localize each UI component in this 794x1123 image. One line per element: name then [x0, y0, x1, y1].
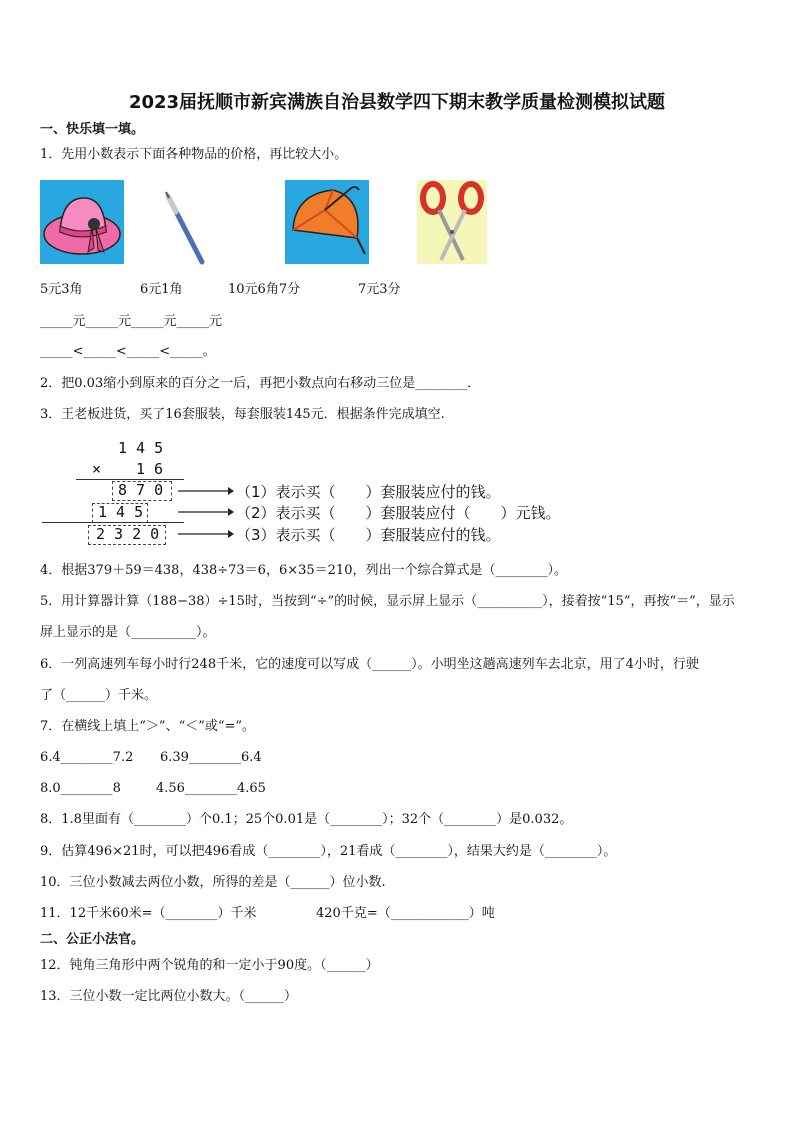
question-9: 9．估算496×21时，可以把496看成（________），21看成（________），结果大约是（________）。 [40, 844, 617, 859]
question-4: 4．根据379＋59＝438，438÷73＝6，6×35＝210，列出一个综合算式是（________）。 [40, 563, 567, 578]
calc-note-2: （2）表示买（ ）套服装应付（ ）元钱。 [236, 504, 561, 522]
fill-yuan-blanks: _____元_____元_____元_____元 [40, 314, 223, 329]
question-7-row-1b: 6.39________6.4 [160, 750, 262, 765]
calc-multiplier: 1 6 [136, 460, 164, 478]
umbrella-icon [285, 180, 369, 264]
question-7: 7．在横线上填上“＞”、“＜”或“=”。 [40, 719, 256, 734]
calc-note-3: （3）表示买（ ）套服装应付的钱。 [236, 526, 501, 544]
calc-rule-1 [76, 479, 184, 480]
price-pen: 6元1角 [140, 282, 183, 297]
calc-multiplicand: 1 4 5 [118, 439, 164, 457]
calc-rule-2 [42, 522, 184, 523]
question-7-row-2b: 4.56________4.65 [156, 781, 266, 796]
question-3: 3．王老板进货，买了16套服装，每套服装145元．根据条件完成填空. [40, 407, 445, 422]
question-1: 1．先用小数表示下面各种物品的价格，再比较大小。 [40, 147, 348, 162]
fill-compare-blanks: _____<_____<_____<_____。 [40, 344, 216, 359]
question-2: 2．把0.03缩小到原来的百分之一后，再把小数点向右移动三位是________． [40, 376, 481, 391]
calc-partial-2: 1 4 5 [98, 503, 144, 521]
question-8: 8．1.8里面有（________）个0.1；25个0.01是（________）；32个（________）是0.032。 [40, 812, 573, 827]
calc-note-1: （1）表示买（ ）套服装应付的钱。 [236, 483, 501, 501]
question-6-line-1: 6．一列高速列车每小时行248千米，它的速度可以写成（______）。小明坐这趟高速列车去北京，用了4小时，行驶 [40, 657, 699, 672]
question-12: 12．钝角三角形中两个锐角的和一定小于90度。（______） [40, 958, 379, 973]
calc-product: 2 3 2 0 [96, 525, 160, 543]
calc-times-sign: × [92, 460, 102, 478]
section-2-heading: 二、公正小法官。 [40, 932, 145, 947]
question-10: 10．三位小数减去两位小数，所得的差是（______）位小数. [40, 875, 386, 890]
pen-icon [160, 190, 210, 268]
calc-arrows [176, 482, 236, 544]
section-1-heading: 一、快乐填一填。 [40, 122, 145, 137]
question-7-row-2a: 8.0________8 [40, 781, 121, 796]
question-7-row-1a: 6.4________7.2 [40, 750, 134, 765]
question-13: 13．三位小数一定比两位小数大。（______） [40, 989, 298, 1004]
price-umbrella: 10元6角7分 [228, 282, 301, 297]
question-11b: 420千克=（____________）吨 [316, 906, 495, 921]
calc-partial-1: 8 7 0 [118, 481, 164, 499]
scissors-icon [417, 180, 487, 264]
price-scissors: 7元3分 [358, 282, 401, 297]
question-5-line-1: 5．用计算器计算（188−38）÷15时，当按到“÷”的时候，显示屏上显示（__________），接着按“15”，再按“＝”，显示 [40, 594, 735, 609]
page-title: 2023届抚顺市新宾满族自治县数学四下期末教学质量检测模拟试题 [128, 92, 666, 113]
question-6-line-2: 了（______）千米。 [40, 688, 158, 703]
question-11a: 11．12千米60米=（________）千米 [40, 906, 257, 921]
question-5-line-2: 屏上显示的是（__________）。 [40, 625, 216, 640]
price-hat: 5元3角 [40, 282, 83, 297]
hat-icon [40, 180, 124, 264]
